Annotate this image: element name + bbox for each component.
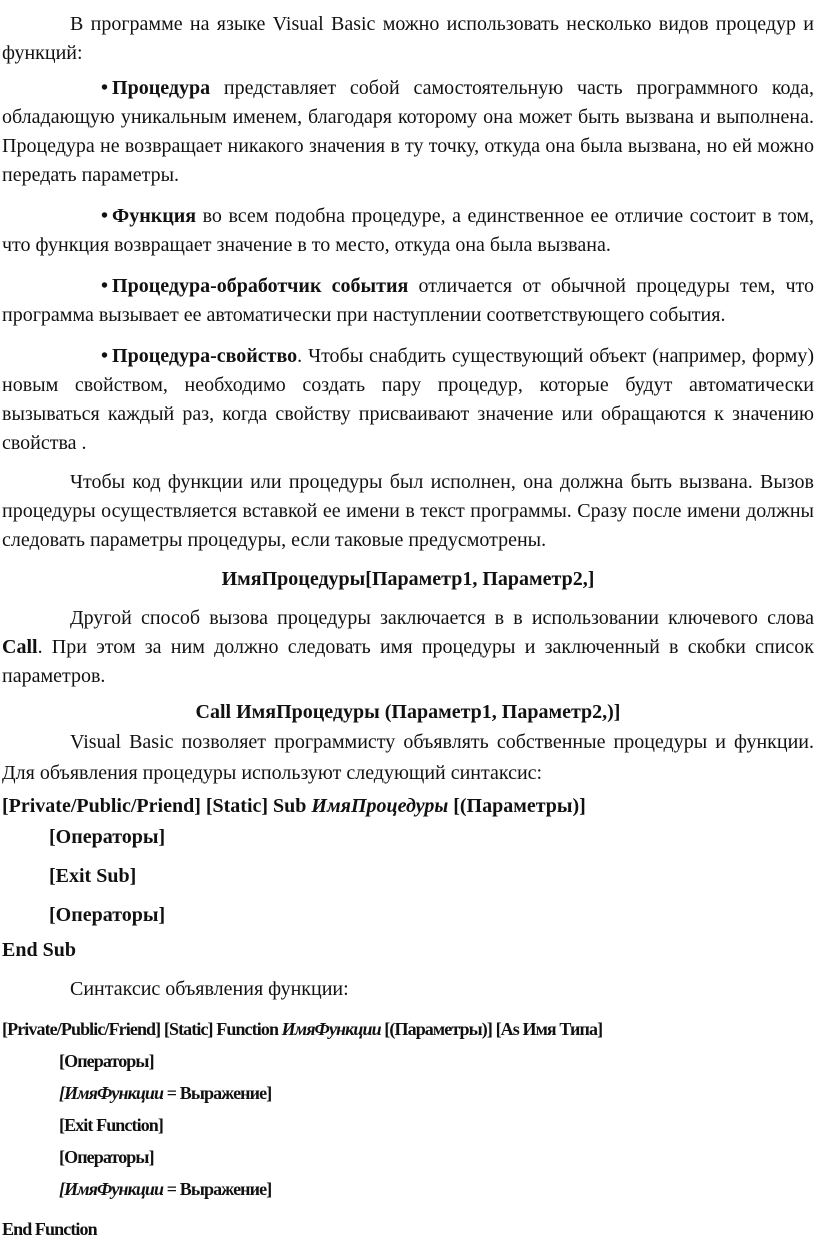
- bullet-text: представляет собой самостоятельную часть программного кода, обладающую уникальным именем, благодаря которому она может быть вызвана и выполнена. Процедура не возвращает никакого значения в ту точку, откуда она была вызвана, но ей можно передать параметры.: [2, 77, 814, 186]
- function-assign-name: ИмяФункции: [64, 1083, 164, 1103]
- function-assign-rest: = Выражение]: [163, 1083, 272, 1103]
- bullet-icon: •: [101, 345, 109, 367]
- sub-header-start: [Private/Public/Priend] [Static] Sub: [2, 795, 312, 817]
- function-header-end: [(Параметры)] [As Имя Типа]: [380, 1019, 603, 1039]
- function-assign-bracket: [: [59, 1179, 65, 1199]
- bullet-text: . Чтобы снабдить существующий объект (например, форму) новым свойством, необходимо создать пару процедур, которые будут автоматически вызываться каждый раз, когда свойству присваивают значение или обращаются к значению свойства .: [2, 345, 814, 454]
- function-syntax-header: [2, 1016, 814, 1042]
- call-keyword: Call: [2, 636, 38, 658]
- bullet-function: [2, 202, 814, 260]
- function-syntax-operators-2: [Операторы]: [59, 1147, 154, 1167]
- bullet-event-handler: [2, 272, 814, 330]
- function-syntax-end: End Function: [2, 1219, 97, 1239]
- call-text-end: . При этом за ним должно следовать имя процедуры и заключенный в скобки список параметров.: [2, 636, 814, 687]
- bullet-icon: •: [101, 205, 109, 227]
- bullet-icon: •: [101, 77, 109, 99]
- bullet-property-procedure: [2, 342, 814, 458]
- function-syntax-assign-1: [59, 1080, 814, 1106]
- function-intro: Синтаксис объявления функции:: [70, 978, 349, 1000]
- function-syntax-assign-2: [59, 1176, 814, 1202]
- bullet-text: отличается от обычной процедуры тем, что программа вызывает ее автоматически при наступлении соответствующего события.: [2, 275, 815, 326]
- function-assign-bracket: [: [59, 1083, 65, 1103]
- bullet-text: во всем подобна процедуре, а единственное ее отличие состоит в том, что функция возвращает значение в то место, откуда она была вызвана.: [2, 205, 814, 256]
- declare-paragraph: Visual Basic позволяет программисту объявлять собственные процедуры и функции. Для объявления процедуры используют следующий синтаксис:: [2, 731, 814, 784]
- sub-syntax-operators-1: [Операторы]: [49, 826, 166, 848]
- function-assign-rest: = Выражение]: [163, 1179, 272, 1199]
- sub-header-end: [(Параметры)]: [448, 795, 586, 817]
- call-example-2: Call ИмяПроцедуры (Параметр1, Параметр2,)]: [195, 701, 621, 723]
- intro-paragraph: В программе на языке Visual Basic можно использовать несколько видов процедур и функций:: [2, 13, 814, 64]
- sub-syntax-operators-2: [Операторы]: [49, 904, 166, 926]
- sub-syntax-header: [2, 792, 814, 821]
- bullet-term: Процедура: [112, 77, 211, 99]
- function-assign-name: ИмяФункции: [64, 1179, 164, 1199]
- function-header-name: ИмяФункции: [281, 1019, 381, 1039]
- sub-header-name: ИмяПроцедуры: [311, 795, 449, 817]
- bullet-term: Процедура-свойство: [112, 345, 298, 367]
- function-syntax-exit: [Exit Function]: [59, 1115, 164, 1135]
- function-syntax-operators-1: [Операторы]: [59, 1051, 154, 1071]
- bullet-term: Процедура-обработчик события: [112, 275, 409, 297]
- bullet-procedure: [2, 74, 814, 190]
- call-paragraph: Чтобы код функции или процедуры был исполнен, она должна быть вызвана. Вызов процедуры осуществляется вставкой ее имени в текст программы. Сразу после имени должны следовать параметры процедуры, если таковые предусмотрены.: [2, 471, 814, 551]
- sub-syntax-end: End Sub: [2, 939, 76, 961]
- call-example-1: ИмяПроцедуры[Параметр1, Параметр2,]: [221, 568, 595, 590]
- sub-syntax-exit: [Exit Sub]: [49, 865, 137, 887]
- bullet-icon: •: [101, 275, 109, 297]
- call-text-start: Другой способ вызова процедуры заключается в в использовании ключевого слова: [70, 607, 814, 629]
- call-keyword-paragraph: [2, 604, 814, 691]
- function-header-start: [Private/Public/Friend] [Static] Function: [2, 1019, 282, 1039]
- bullet-term: Функция: [112, 205, 197, 227]
